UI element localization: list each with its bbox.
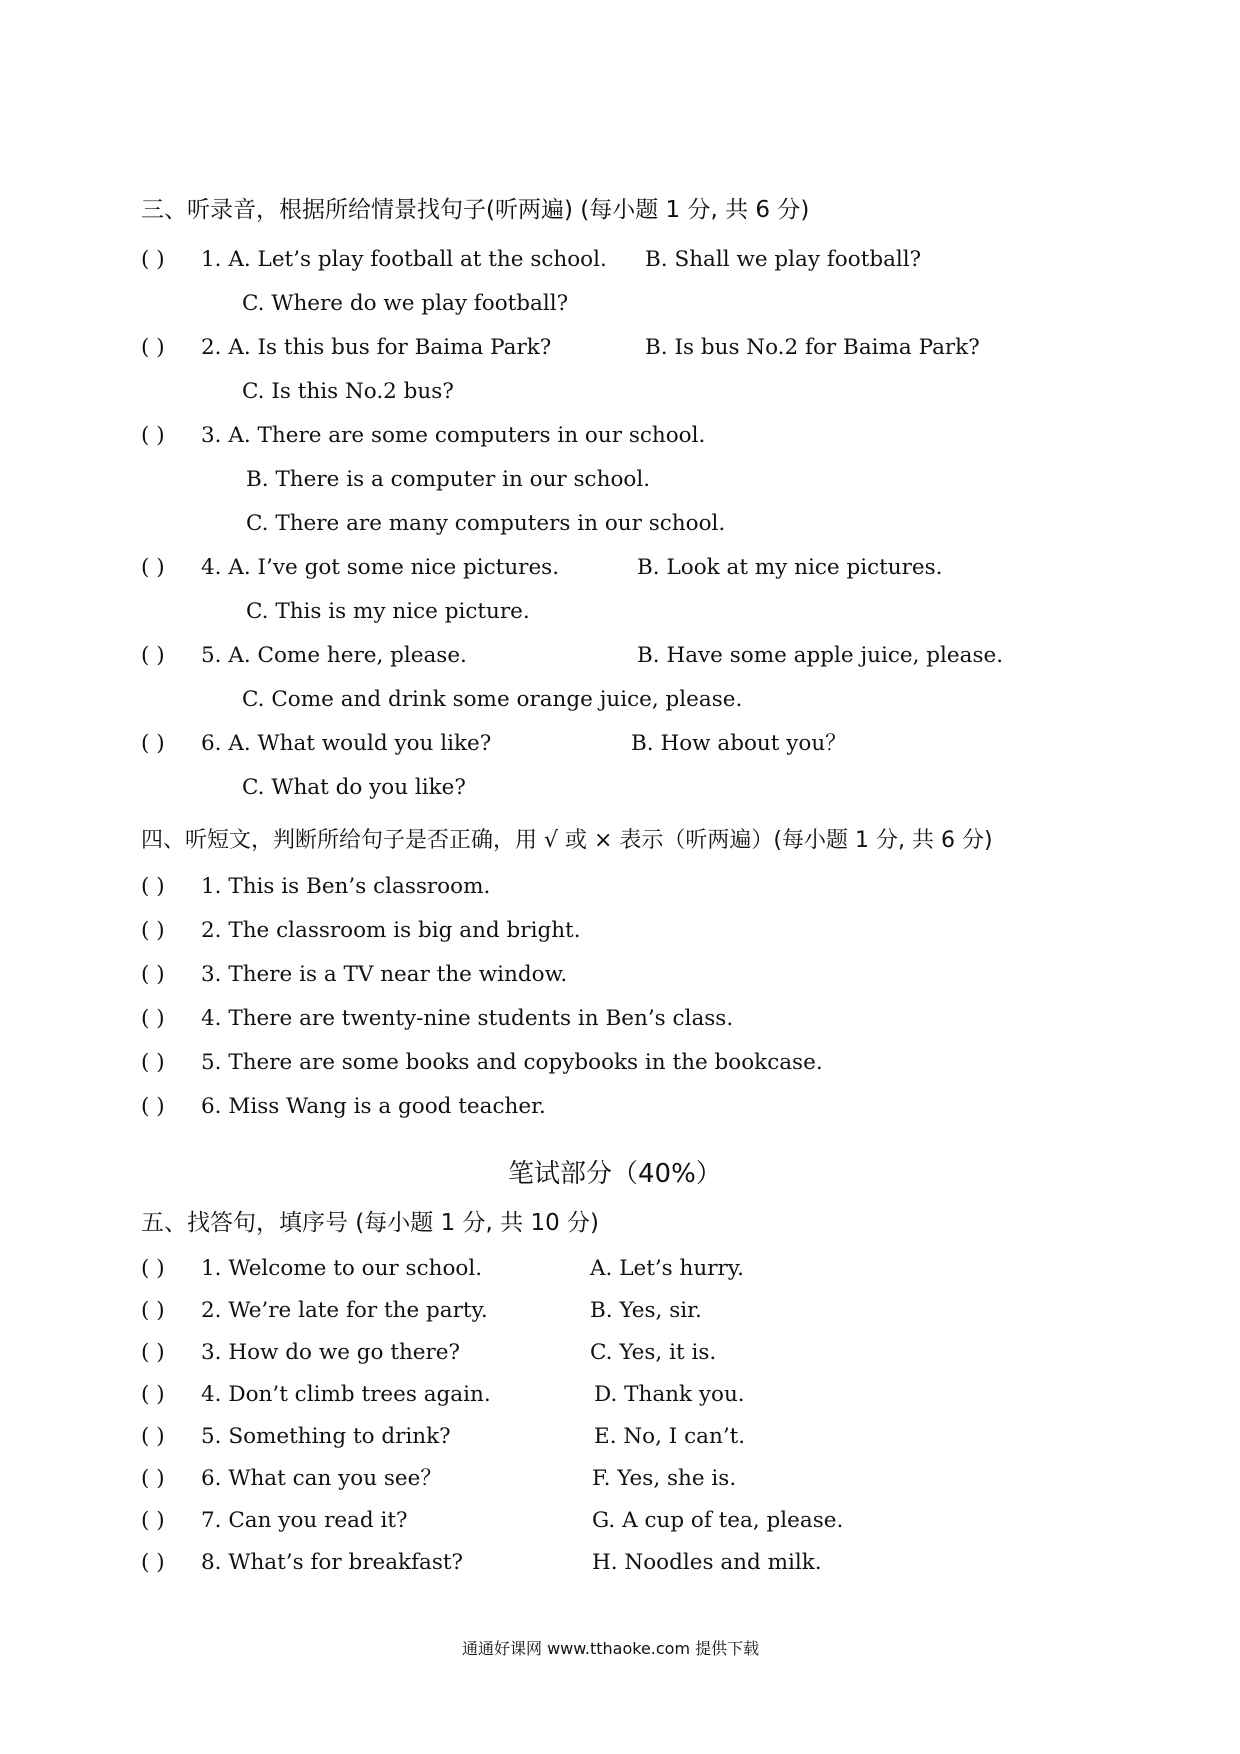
footer-credit: 通通好课网 www.tthaoke.com 提供下载: [462, 1639, 760, 1658]
option-c: C. Where do we play football?: [242, 291, 569, 316]
section4-heading: 四、听短文，判断所给句子是否正确，用 √ 或 × 表示（听两遍）(每小题 1 分, 共 6 分): [141, 828, 993, 853]
option-c: C. What do you like?: [242, 775, 466, 800]
option-c: C. Is this No.2 bus?: [242, 379, 454, 404]
section5-heading: 五、找答句，填序号 (每小题 1 分, 共 10 分): [141, 1210, 600, 1236]
option-c: C. This is my nice picture.: [246, 599, 530, 624]
option-c: C. There are many computers in our school.: [246, 511, 726, 536]
section3-heading: 三、听录音，根据所给情景找句子(听两遍) (每小题 1 分, 共 6 分): [141, 197, 810, 223]
exam-page: 三、听录音，根据所给情景找句子(听两遍) (每小题 1 分, 共 6 分) ( ) 1. A. Let’s play football at the school. B. Shall we play football? C. Where do we play football? ( ) 2. A. Is this bus for Baima Park? B. Is bus No.2 for Baima Park? C. Is this No.2 bus? ( ) 3. A. There are some computers in our school. B. There is a computer in our school. C. There are many computers in our school. ( ) 4. A. I’ve got some nice pictures. B. Look at my nice pictures. C. This is my nice picture. ( ) 5. A. Come here, please. B. Have some apple juice, please. C. Come and drink some orange juice, please. ( ) 6. A. What would you like? B. How about you？ C. What do you like? 四、听短文，判断所给句子是否正确，用 √ 或 × 表示（听两遍）(每小题 1 分, 共 6 分) ( ) 1. This is Ben’s classroom. ( ) 2. The classroom is big and bright. ( ) 3. There is a TV near the window. ( ) 4. There are twenty-nine students in Ben’s class. ( ) 5. There are some books and copybooks in the bookcase. ( ) 6. Miss Wang is a good teacher. 笔试部分（40%） 五、找答句，填序号 (每小题 1 分, 共 10 分) ( ) 1. Welcome to our school. A. Let’s hurry. ( ) 2. We’re late for the party. B. Yes, sir. ( ) 3. How do we go there? C. Yes, it is. ( ) 4. Don’t climb trees again. D. Thank you. ( ) 5. Something to drink? E. No, I can’t. ( ) 6. What can you see？ F. Yes, she is. ( ) 7. Can you read it? G. A cup of tea, please. ( ) 8. What’s for breakfast? H. Noodles and milk. 通通好课网 www.tthaoke.com 提供下载: [141, 197, 1004, 1658]
option-c: C. Come and drink some orange juice, please.: [242, 687, 743, 712]
written-part-title: 笔试部分（40%）: [508, 1159, 722, 1189]
option-b: B. There is a computer in our school.: [246, 467, 651, 492]
